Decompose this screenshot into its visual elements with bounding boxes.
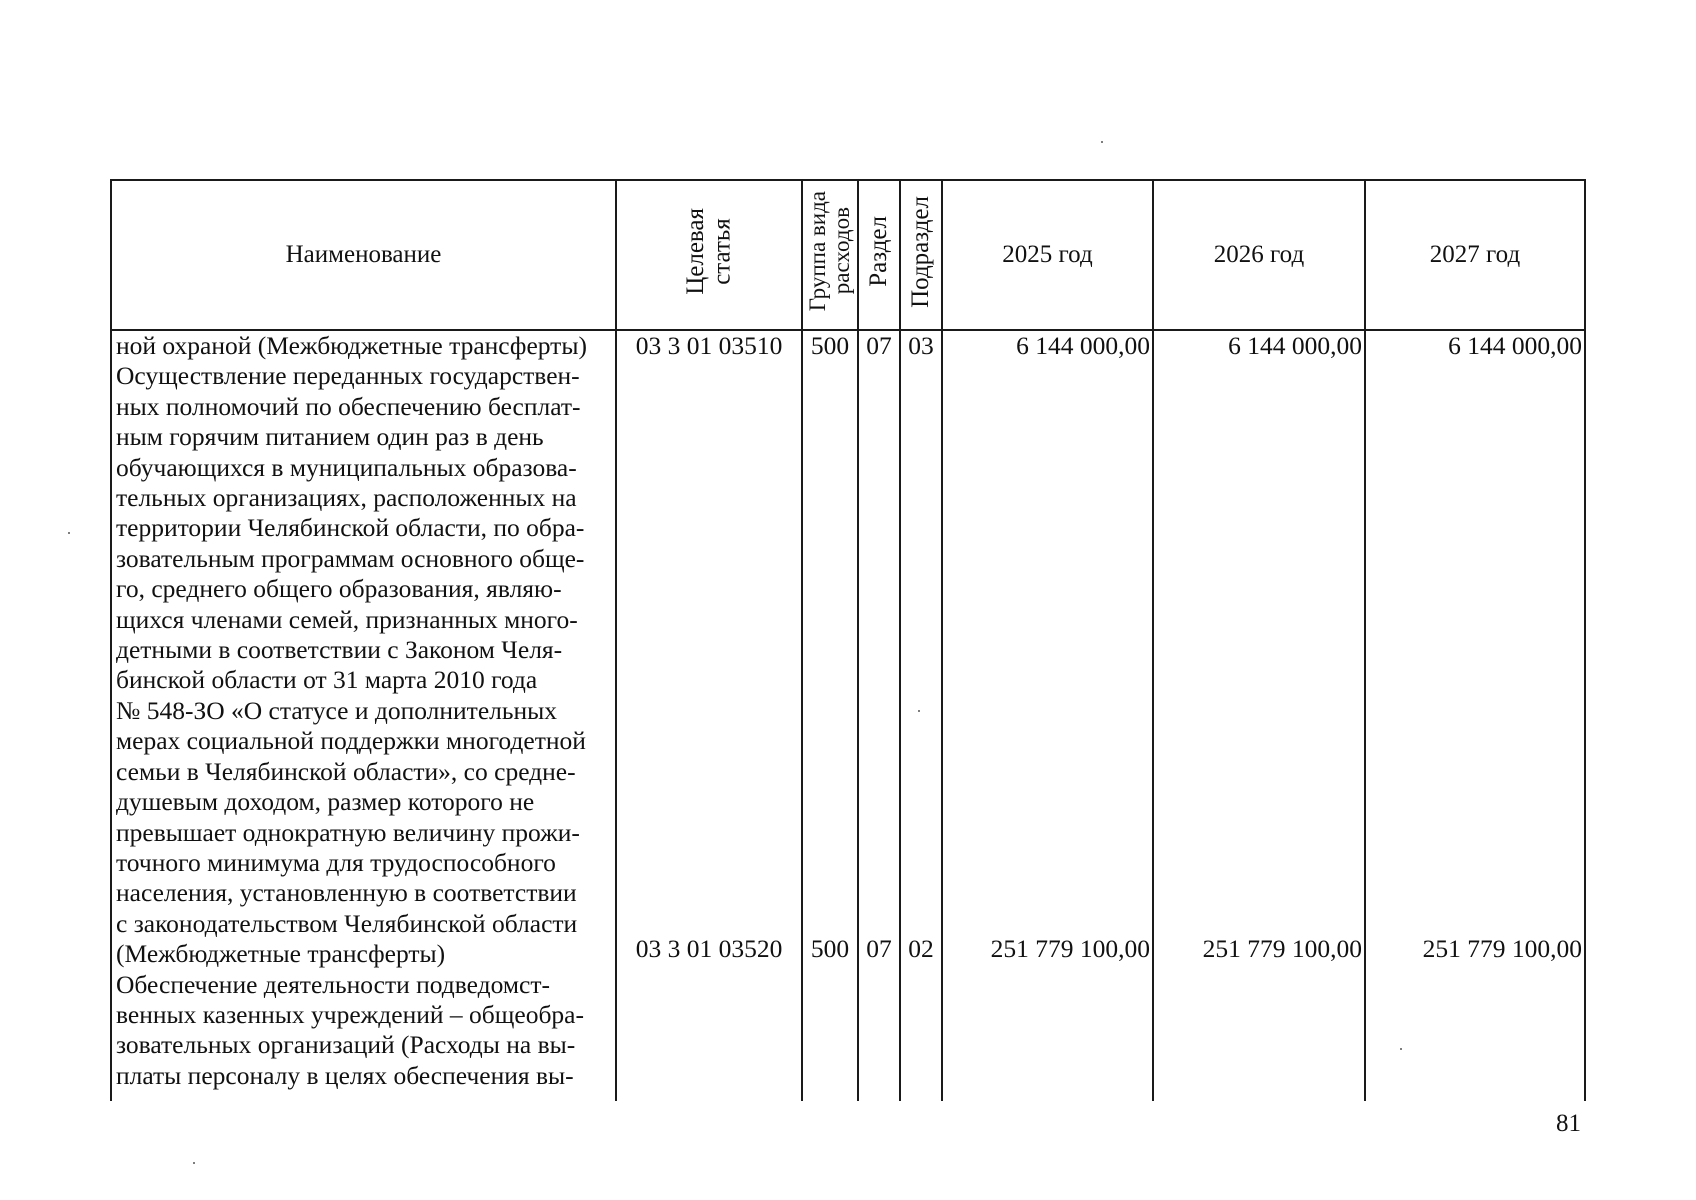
header-2026: 2026 год	[1153, 180, 1365, 330]
name-column	[111, 330, 616, 1101]
row-1-2027: 251 779 100,00	[1422, 934, 1582, 964]
row-name-1-line: тельных организациях, расположенных на	[116, 483, 577, 513]
row-name-1-line: душевым доходом, размер которого не	[116, 787, 535, 817]
row-name-1-line: населения, установленную в соответствии	[116, 878, 577, 908]
row-1-subsection: 02	[908, 934, 934, 964]
header-target-article-text: Целевая статья	[681, 208, 735, 295]
header-subsection-text: Подраздел	[906, 195, 934, 308]
scan-speck	[193, 1162, 195, 1164]
row-0-group: 500	[810, 331, 850, 360]
table-body-row	[111, 330, 1585, 1101]
header-target-article	[616, 180, 802, 330]
row-1-2025: 251 779 100,00	[990, 934, 1150, 964]
row-0-section: 07	[866, 331, 892, 360]
row-name-1-line: ных полномочий по обеспечению бесплат-	[116, 391, 581, 421]
row-name-2-line: Обеспечение деятельности подведомст-	[116, 969, 550, 999]
scan-speck	[68, 532, 70, 534]
row-0-2026: 6 144 000,00	[1228, 331, 1362, 360]
row-name-1-line: детными в соответствии с Законом Челя-	[116, 635, 563, 665]
header-2027: 2027 год	[1365, 180, 1585, 330]
row-name-1-line: № 548-ЗО «О статусе и дополнительных	[116, 695, 558, 725]
header-subsection	[900, 180, 942, 330]
row-0-2027: 6 144 000,00	[1448, 331, 1582, 360]
row-0-2025: 6 144 000,00	[1016, 331, 1150, 360]
header-expense-group-text: Группа вида расходов	[804, 191, 854, 312]
row-1-section: 07	[866, 934, 892, 964]
row-name-1-line: Осуществление переданных государствен-	[116, 361, 580, 391]
year-2027-column	[1365, 330, 1585, 1101]
row-name-1-line: семьи в Челябинской области», со средне-	[116, 756, 576, 786]
row-name-1-line: щихся членами семей, признанных много-	[116, 604, 578, 634]
budget-table	[110, 179, 1586, 1101]
row-name-2-line: венных казенных учреждений – общеобра-	[116, 999, 584, 1029]
expense-group-column	[802, 330, 858, 1101]
scan-speck	[1101, 141, 1103, 143]
section-column	[858, 330, 900, 1101]
row-name-1-line: бинской области от 31 марта 2010 года	[116, 665, 538, 695]
header-name: Наименование	[111, 180, 616, 330]
row-name-1-line: (Межбюджетные трансферты)	[116, 939, 446, 969]
row-name-0: ной охраной (Межбюджетные трансферты)	[116, 331, 587, 360]
scan-speck	[1400, 1048, 1402, 1050]
row-name-1-line: мерах социальной поддержки многодетной	[116, 726, 586, 756]
row-1-target: 03 3 01 03520	[635, 934, 783, 964]
row-name-1-line: го, среднего общего образования, являю-	[116, 574, 562, 604]
target-article-column	[616, 330, 802, 1101]
header-section	[858, 180, 900, 330]
row-1-2026: 251 779 100,00	[1202, 934, 1362, 964]
page-number: 81	[1556, 1110, 1581, 1137]
scan-speck	[918, 710, 920, 712]
year-2025-column	[942, 330, 1153, 1101]
header-expense-group	[802, 180, 858, 330]
row-name-1-line: с законодательством Челябинской области	[116, 908, 578, 938]
year-2026-column	[1153, 330, 1365, 1101]
name-cell-text	[112, 331, 615, 1091]
row-name-1-line: превышает однократную величину прожи-	[116, 817, 580, 847]
row-0-target: 03 3 01 03510	[635, 331, 783, 360]
row-1-group: 500	[810, 934, 850, 964]
row-name-2-line: зовательных организаций (Расходы на вы-	[116, 1030, 576, 1060]
header-section-text: Раздел	[864, 216, 892, 287]
header-2025: 2025 год	[942, 180, 1153, 330]
row-0-subsection: 03	[908, 331, 934, 360]
row-name-1-line: зовательным программам основного обще-	[116, 543, 585, 573]
row-name-1-line: ным горячим питанием один раз в день	[116, 422, 544, 452]
row-name-1-line: обучающихся в муниципальных образова-	[116, 452, 577, 482]
row-name-2-line: платы персоналу в целях обеспечения вы-	[116, 1060, 574, 1090]
subsection-column	[900, 330, 942, 1101]
row-name-1-line: территории Челябинской области, по обра-	[116, 513, 585, 543]
row-name-1-line: точного минимума для трудоспособного	[116, 847, 556, 877]
table-header-row	[111, 180, 1585, 330]
